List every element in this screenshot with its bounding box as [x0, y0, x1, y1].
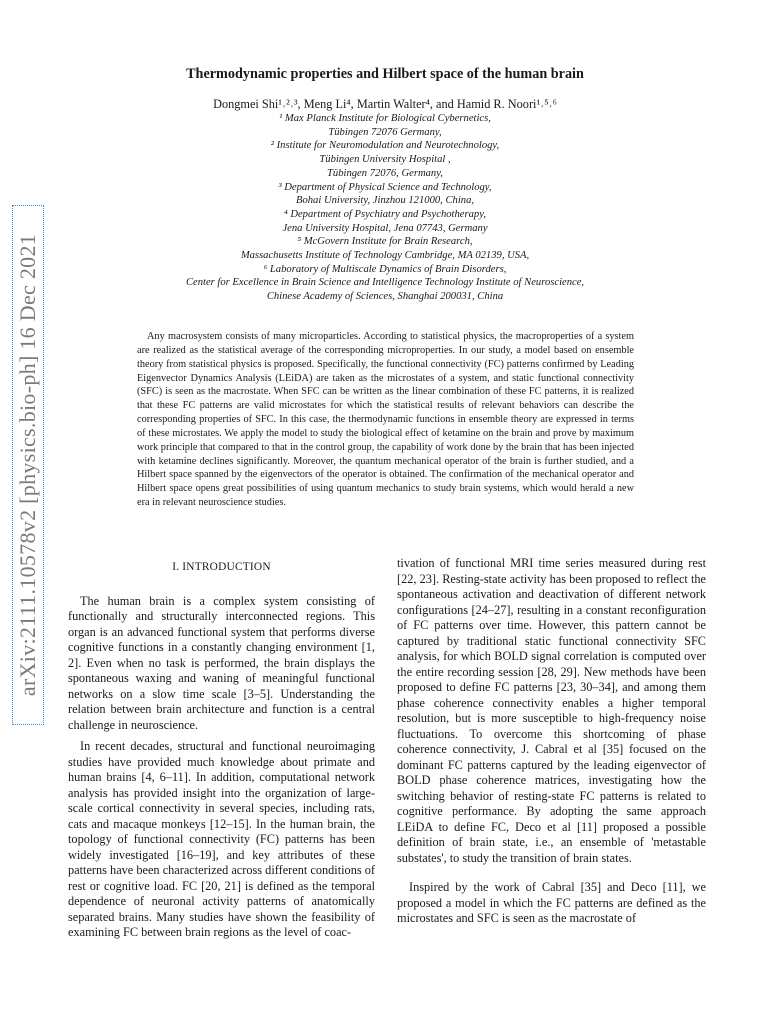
affiliation-line: Massachusetts Institute of Technology Cambridge, MA 02139, USA,	[240, 250, 530, 262]
paper-title: Thermodynamic properties and Hilbert space of the human brain	[186, 66, 584, 82]
section-heading: I. INTRODUCTION	[172, 561, 271, 573]
arxiv-identifier: arXiv:2111.10578v2 [physics.bio-ph] 16 Dec 2021	[15, 233, 40, 697]
abstract	[137, 330, 634, 510]
right-column	[397, 556, 706, 933]
affiliation-line: Bohai University, Jinzhou 121000, China,	[295, 195, 475, 207]
affiliation-list	[80, 112, 690, 304]
affiliation-line: Jena University Hospital, Jena 07743, Germany	[282, 222, 488, 234]
affiliation-line: Tübingen 72076, Germany,	[327, 167, 443, 179]
arxiv-stamp[interactable]	[12, 205, 44, 725]
author-list: Dongmei Shi¹˒²˒³, Meng Li⁴, Martin Walter⁴, and Hamid R. Noori¹˒⁵˒⁶	[213, 97, 557, 111]
affiliation-line: Center for Excellence in Brain Science and Intelligence Technology Institute of Neuroscience,	[185, 277, 585, 289]
body-paragraph: Inspired by the work of Cabral [35] and Deco [11], we proposed a model in which the FC patterns are defined as the microstates and SFC is seen as the macrostate of	[397, 880, 706, 925]
affiliation-line: ⁴ Department of Psychiatry and Psychotherapy,	[284, 208, 486, 220]
affiliation-line: ² Institute for Neuromodulation and Neurotechnology,	[270, 140, 500, 152]
body-paragraph: In recent decades, structural and functional neuroimaging studies have provided much knowledge about primate and human brains [4, 6–11]. In addition, computational network analysis has provided insight into the organization of large-scale cortical connectivity in several species, including rats, cats and macaque monkeys [12–15]. In the human brain, the topology of functional connectivity (FC) patterns has been widely investigated [16–19], and key attributes of these patterns have been characterized across different conditions of rest or cognitive load. FC [20, 21] is defined as the temporal dependence of neuronal activity patterns of anatomically separated brains. Many studies have shown the feasibility of examining FC between brain regions as the level of coac-	[68, 739, 375, 939]
left-column	[68, 556, 375, 947]
affiliation-line: Tübingen University Hospital ,	[319, 154, 451, 166]
affiliation-line: ¹ Max Planck Institute for Biological Cybernetics,	[279, 113, 491, 124]
body-paragraph: tivation of functional MRI time series measured during rest [22, 23]. Resting-state activity has been proposed to reflect the spontaneous activation and deactivation of different network configurations [24–27], resulting in a constant reconfiguration of FC patterns over time. However, this pattern cannot be captured by traditional static functional connectivity SFC analysis, for which BOLD signal correlation is computed over the entire recording session [28, 29]. New methods have been proposed to define FC patterns [23, 30–34], and among them phase coherence connectivity enables a higher temporal resolution, but is more susceptible to high-frequency noise fluctuations. To overcome this shortcoming of phase coherence connectivity, J. Cabral et al [35] focused on the dominant FC patterns captured by the leading eigenvector of BOLD phase coherence matrices, investigating how the switching behavior of resting-state FC patterns is related to cognitive performance. By adopting the same approach LEiDA to define FC, Deco et al [11] proposed a possible definition of brain state, i.e., an ensemble of 'metastable substates', to study the transition of brain states.	[397, 556, 706, 865]
affiliation-line: ⁶ Laboratory of Multiscale Dynamics of Brain Disorders,	[263, 263, 507, 275]
affiliation-line: Tübingen 72076 Germany,	[328, 126, 442, 138]
affiliation-line: Chinese Academy of Sciences, Shanghai 200031, China	[266, 291, 504, 303]
body-paragraph: The human brain is a complex system consisting of functionally and structurally interconnected regions. This organ is an advanced functional system that performs diverse cognitive functions in a constantly changing environment [1, 2]. Even when no task is performed, the brain displays the spontaneous waxing and waning of meaningful functional networks on a slow time scale [3–5]. Understanding the relation between brain architecture and function is a central challenge in neuroscience.	[68, 593, 375, 732]
affiliation-line: ³ Department of Physical Science and Technology,	[278, 181, 492, 193]
abstract-text: Any macrosystem consists of many microparticles. According to statistical physics, the macroproperties of a system are realized as the statistical average of the corresponding microproperties. In our study, a model based on ensemble theory from statistical physics is proposed. Specifically, the functional connectivity (FC) patterns confirmed by Leading Eigenvector Dynamics Analysis (LEiDA) are taken as the microstates of a system, and static functional connectivity (SFC) is seen as the macrostate. When SFC can be written as the linear combination of these FC patterns, it is realized that these FC patterns are valid microstates for which the statistical results of relevant behaviors can describe the corresponding properties of SFC. In this case, the thermodynamic functions in ensemble theory are expressed in terms of these microstates. We apply the model to study the biological effect of ketamine on the brain and prove by maximum work principle that compared to that in the control group, the capability of work done by the brain that has been injected with ketamine declines significantly. Moreover, the quantum mechanical operator of the brain is further studied, and a Hilbert space spanned by the eigenvectors of the operator is obtained. The confirmation of the mechanical operator and Hilbert space opens great possibilities of using quantum mechanics to study brain systems, which would herald a new era in relevant neuroscience studies.	[137, 331, 634, 509]
affiliation-line: ⁵ McGovern Institute for Brain Research,	[297, 236, 473, 248]
